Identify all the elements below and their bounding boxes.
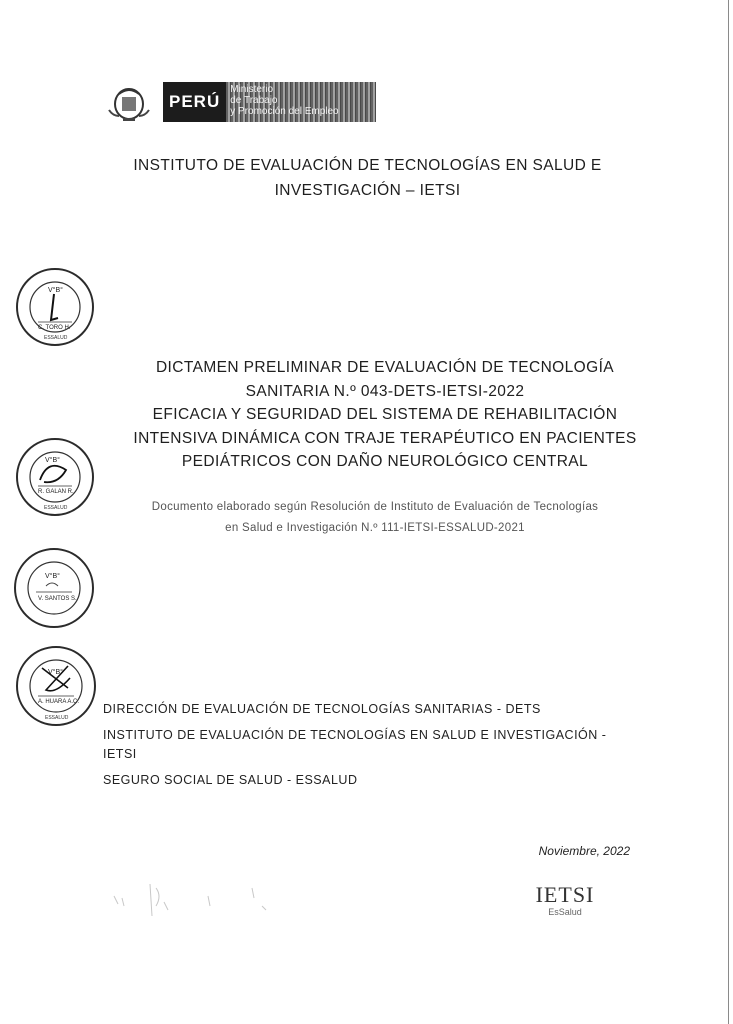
stamp-vb: V°B°	[48, 287, 63, 294]
dictamen-title	[90, 356, 680, 474]
institute-title	[95, 153, 640, 203]
approval-stamp	[16, 438, 94, 516]
stamp-ring-text: ESSALUD	[45, 715, 69, 721]
document-note	[95, 497, 655, 539]
note-line: en Salud e Investigación N.º 111-IETSI-ESSALUD-2021	[225, 522, 525, 534]
institute-title-line: INSTITUTO DE EVALUACIÓN DE TECNOLOGÍAS EN SALUD E	[133, 157, 602, 174]
stamp-graphic	[16, 550, 92, 626]
approval-stamp	[16, 268, 94, 346]
dictamen-title-line: EFICACIA Y SEGURIDAD DEL SISTEMA DE REHABILITACIÓN	[152, 406, 618, 423]
stamp-ring-text: ESSALUD	[44, 335, 68, 341]
ministry-line: y Promoción del Empleo	[230, 106, 339, 117]
direction-line: INSTITUTO DE EVALUACIÓN DE TECNOLOGÍAS EN SALUD E INVESTIGACIÓN -	[103, 728, 607, 742]
stamp-name: A. HUARA A.C.	[38, 699, 80, 705]
document-date: Noviembre, 2022	[538, 844, 630, 858]
dictamen-title-line: DICTAMEN PRELIMINAR DE EVALUACIÓN DE TECNOLOGÍA	[155, 359, 615, 376]
note-line: Documento elaborado según Resolución de Instituto de Evaluación de Tecnologías	[151, 501, 599, 513]
approval-stamp	[16, 646, 96, 726]
stamp-name: V. SANTOS S.	[38, 596, 77, 602]
direction-line: IETSI	[103, 747, 137, 761]
approval-stamp	[14, 548, 94, 628]
government-logo	[103, 80, 376, 124]
institute-title-line: INVESTIGACIÓN – IETSI	[274, 182, 461, 199]
stamp-name: R. GALAN R.	[38, 489, 74, 495]
stamp-graphic	[18, 270, 92, 344]
ietsi-logo	[530, 883, 600, 917]
stamp-vb: V°B°	[45, 573, 60, 580]
ministry-line: de Trabajo	[230, 95, 278, 106]
page-edge-line	[728, 0, 729, 1024]
dictamen-title-line: SANITARIA N.º 043-DETS-IETSI-2022	[245, 382, 525, 400]
coat-of-arms-icon	[103, 80, 155, 124]
stamp-ring-text: ESSALUD	[44, 505, 68, 511]
peru-label: PERÚ	[163, 82, 226, 122]
dictamen-title-line: INTENSIVA DINÁMICA CON TRAJE TERAPÉUTICO EN PACIENTES	[133, 429, 637, 447]
stamp-vb: V°B°	[45, 457, 60, 464]
ministry-label	[226, 82, 376, 122]
stamp-vb: V°B°	[48, 669, 63, 676]
dictamen-title-line: PEDIÁTRICOS CON DAÑO NEUROLÓGICO CENTRAL	[181, 453, 589, 470]
stamp-graphic	[18, 440, 92, 514]
stamp-graphic	[18, 648, 94, 724]
essalud-logo-text: EsSalud	[548, 907, 582, 917]
direction-line: SEGURO SOCIAL DE SALUD - ESSALUD	[103, 773, 358, 787]
faint-marks	[112, 876, 282, 926]
ietsi-logo-text: IETSI	[535, 882, 595, 907]
directions-block	[103, 700, 643, 797]
direction-line: DIRECCIÓN DE EVALUACIÓN DE TECNOLOGÍAS SANITARIAS - DETS	[103, 702, 541, 716]
ministry-line: Ministerio	[230, 84, 274, 95]
stamp-name: C. TORO H.	[38, 325, 71, 331]
